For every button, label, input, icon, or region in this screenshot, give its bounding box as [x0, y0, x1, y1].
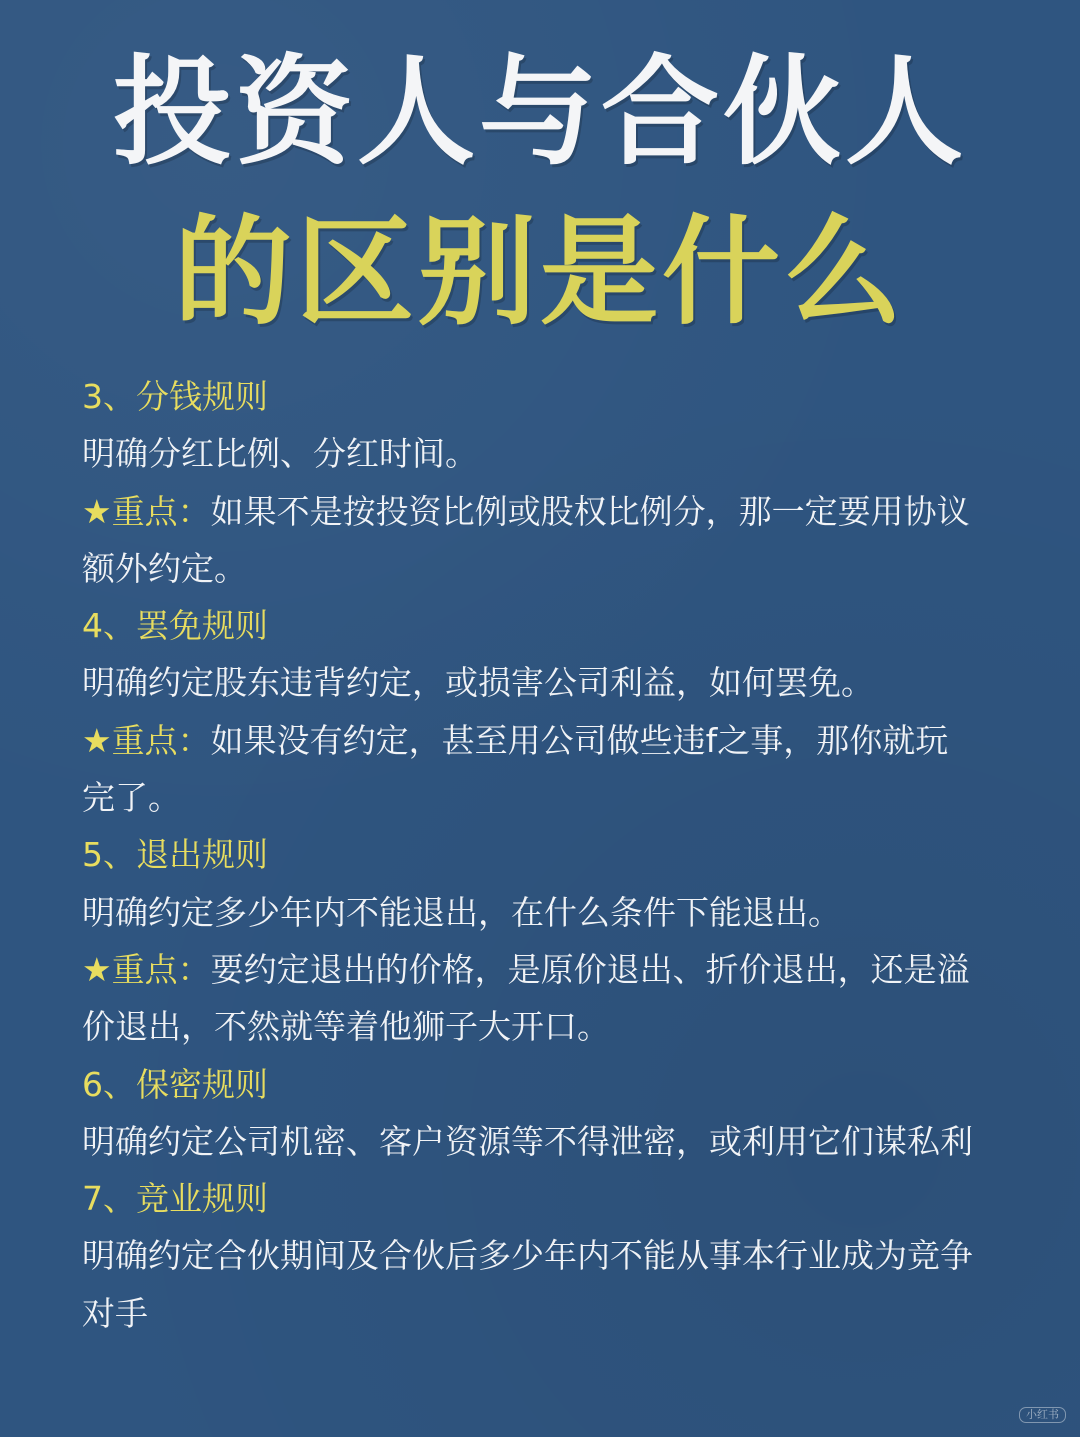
title-line-1: 投资人与合伙人 [112, 43, 967, 181]
key-point-label: ★重点： [82, 949, 211, 989]
section-4-key-point-cont: 完了。 [82, 778, 181, 818]
section-3-key-point-cont: 额外约定。 [82, 548, 247, 588]
section-6-description: 明确约定公司机密、客户资源等不得泄密，或利用它们谋私利 [82, 1121, 973, 1161]
section-4-description: 明确约定股东违背约定，或损害公司利益，如何罢免。 [82, 663, 874, 703]
section-7-description-cont: 对手 [82, 1293, 148, 1333]
key-point-text: 要约定退出的价格，是原价退出、折价退出，还是溢 [210, 949, 970, 989]
watermark-logo: 小红书 [1019, 1407, 1066, 1423]
section-3-heading: 3、分钱规则 [82, 377, 268, 416]
section-5-key-point [82, 941, 1052, 998]
section-3-description: 明确分红比例、分红时间。 [82, 434, 478, 474]
section-7-description: 明确约定合伙期间及合伙后多少年内不能从事本行业成为竞争 [82, 1236, 973, 1276]
key-point-text: 如果没有约定，甚至用公司做些违f之事，那你就玩 [210, 720, 949, 760]
section-7-heading: 7、竞业规则 [82, 1179, 268, 1219]
key-point-label: ★重点： [82, 491, 211, 531]
section-5-key-point-cont: 价退出，不然就等着他狮子大开口。 [82, 1007, 610, 1047]
section-4-heading: 4、罢免规则 [82, 606, 268, 646]
content-body [82, 368, 1052, 1342]
section-4-key-point [82, 712, 1052, 769]
section-5-heading: 5、退出规则 [82, 835, 268, 875]
title-line-2: 的区别是什么 [173, 203, 906, 341]
section-3-key-point [82, 483, 1052, 540]
section-6-heading: 6、保密规则 [82, 1064, 268, 1104]
key-point-text: 如果不是按投资比例或股权比例分，那一定要用协议 [210, 491, 970, 531]
key-point-label: ★重点： [82, 720, 211, 760]
section-5-description: 明确约定多少年内不能退出，在什么条件下能退出。 [82, 892, 841, 932]
